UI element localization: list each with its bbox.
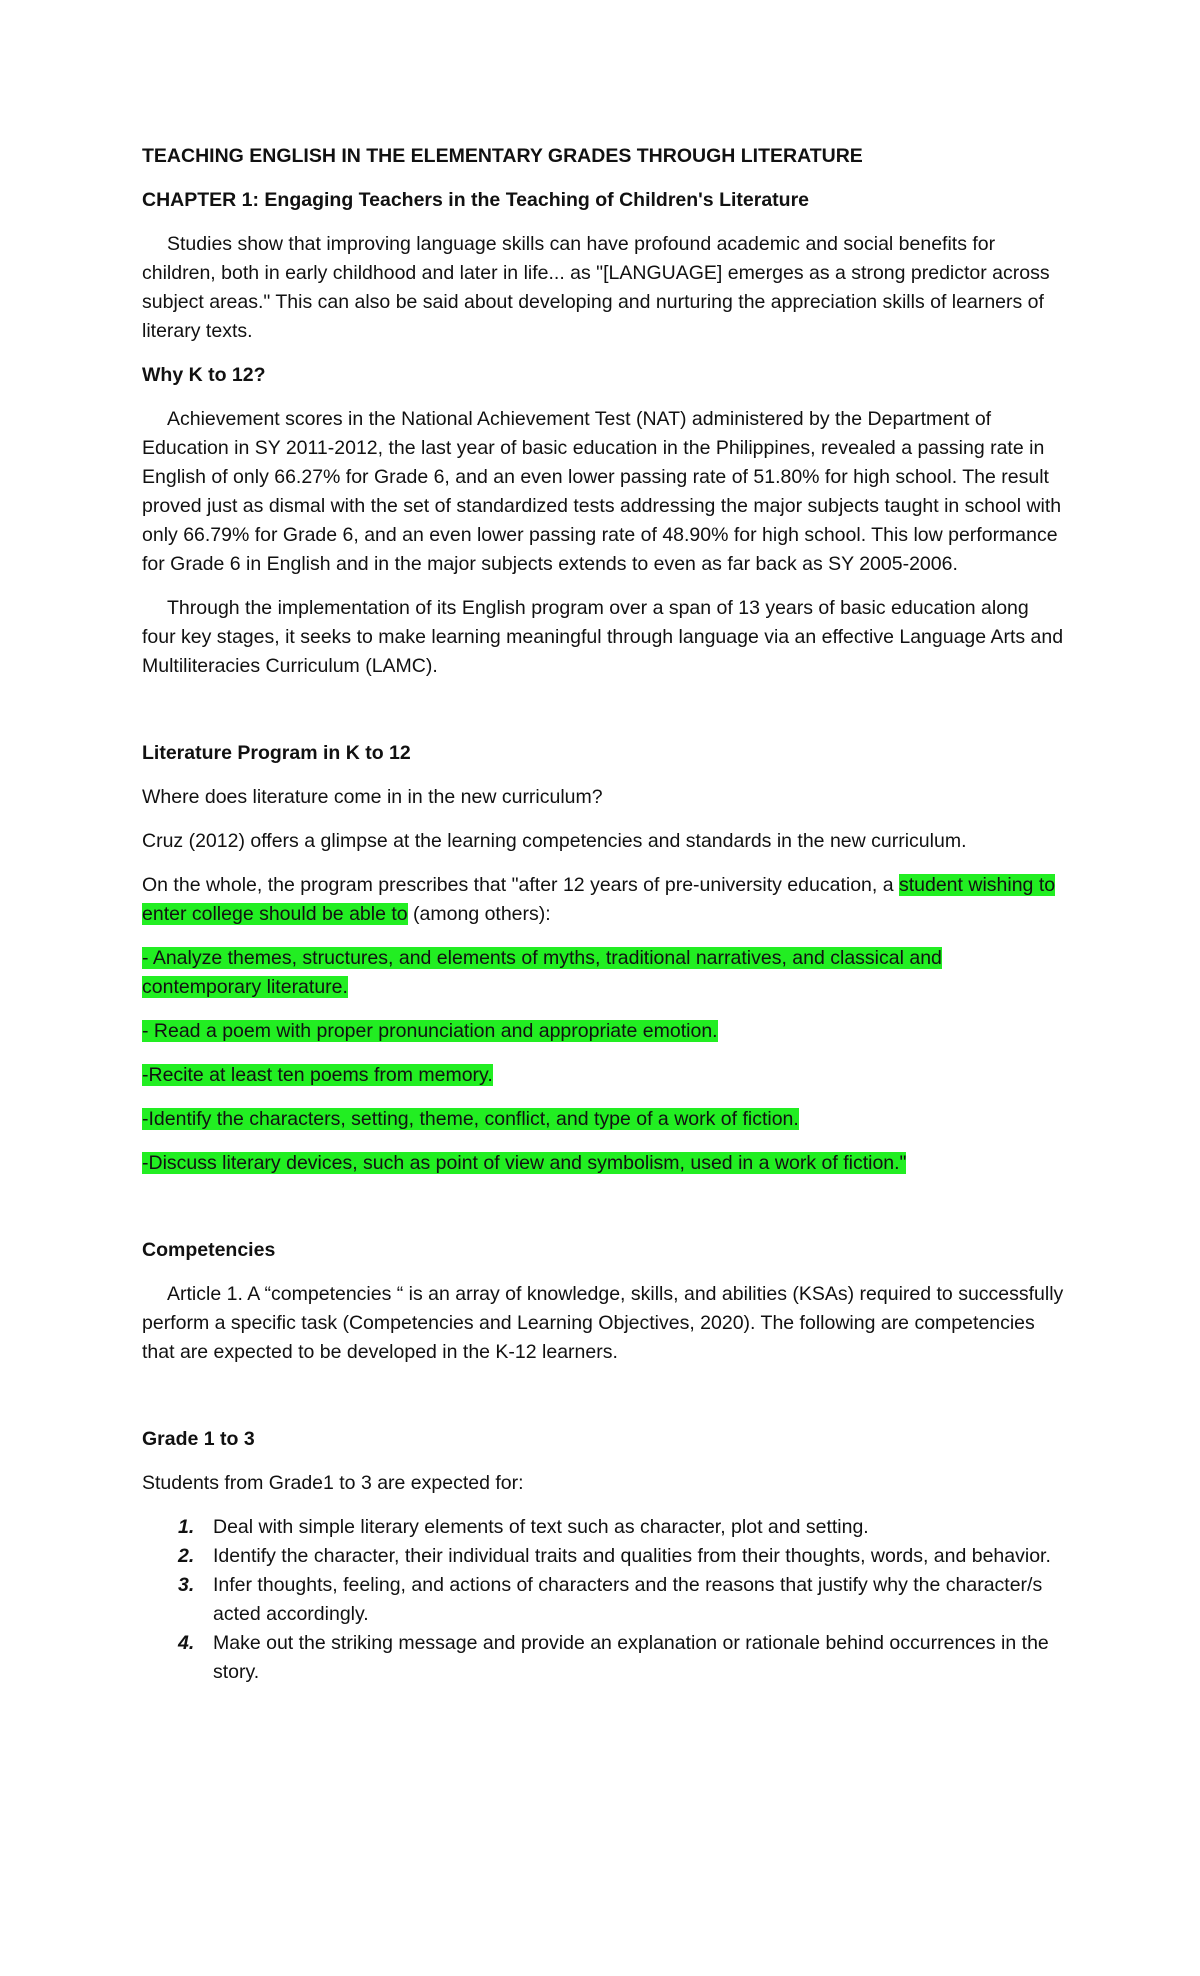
- highlighted-list-item: [142, 944, 1066, 1002]
- competency-list: [142, 1513, 1066, 1687]
- nat-scores-paragraph: Achievement scores in the National Achievement Test (NAT) administered by the Department of Education in SY 2011-2012, the last year of basic education in the Philippines, revealed a passing rate in English of only 66.27% for Grade 6, and an even lower passing rate of 51.80% for high school. The result proved just as dismal with the set of standardized tests addressing the major subjects taught in school with only 66.79% for Grade 6, and an even lower passing rate of 48.90% for high school. This low performance for Grade 6 in English and in the major subjects extends to even as far back as SY 2005-2006.: [142, 408, 1062, 575]
- highlighted-text: -Discuss literary devices, such as point of view and symbolism, used in a work of fiction.": [142, 1152, 907, 1174]
- list-item-text: Make out the striking message and provide an explanation or rationale behind occurrences in the story.: [213, 1632, 1049, 1683]
- highlighted-text: - Read a poem with proper pronunciation and appropriate emotion.: [142, 1020, 718, 1042]
- list-item: [142, 1513, 1066, 1542]
- grade-1-to-3-heading: Grade 1 to 3: [142, 1428, 255, 1450]
- program-prescribes-paragraph: [142, 871, 1066, 929]
- document-title: TEACHING ENGLISH IN THE ELEMENTARY GRADES THROUGH LITERATURE: [142, 145, 863, 167]
- list-item-text: Identify the character, their individual traits and qualities from their thoughts, words, and behavior.: [213, 1545, 1051, 1567]
- list-item: [142, 1629, 1066, 1687]
- highlighted-list-item: [142, 1061, 1066, 1090]
- highlighted-text: - Analyze themes, structures, and elements of myths, traditional narratives, and classical and contemporary literature.: [142, 947, 942, 998]
- prescribes-text-start: On the whole, the program prescribes that "after 12 years of pre-university education, a: [142, 874, 899, 896]
- why-k12-heading: Why K to 12?: [142, 364, 266, 386]
- english-program-paragraph: Through the implementation of its English program over a span of 13 years of basic education along four key stages, it seeks to make learning meaningful through language via an effective Language Arts and Multiliteracies Curriculum (LAMC).: [142, 597, 1064, 677]
- highlighted-list-item: [142, 1105, 1066, 1134]
- grade-intro: Students from Grade1 to 3 are expected for:: [142, 1472, 524, 1494]
- highlighted-list-item: [142, 1017, 1066, 1046]
- list-number: 3.: [178, 1574, 195, 1596]
- chapter-heading: CHAPTER 1: Engaging Teachers in the Teaching of Children's Literature: [142, 189, 810, 211]
- document-page: [142, 142, 1066, 1687]
- prescribes-text-end: (among others):: [407, 903, 551, 925]
- literature-program-heading: Literature Program in K to 12: [142, 742, 411, 764]
- list-item-text: Infer thoughts, feeling, and actions of characters and the reasons that justify why the character/s acted accordingly.: [213, 1574, 1043, 1625]
- list-item: [142, 1571, 1066, 1629]
- literature-question: Where does literature come in in the new curriculum?: [142, 786, 603, 808]
- highlighted-text: -Recite at least ten poems from memory.: [142, 1064, 493, 1086]
- intro-paragraph: Studies show that improving language skills can have profound academic and social benefits for children, both in early childhood and later in life... as "[LANGUAGE] emerges as a strong predictor across subject areas." This can also be said about developing and nurturing the appreciation skills of learners of literary texts.: [142, 233, 1050, 342]
- highlighted-phrase: student wishing to enter college should be able to: [142, 874, 1056, 925]
- list-number: 1.: [178, 1516, 195, 1538]
- competencies-paragraph: Article 1. A “competencies “ is an array of knowledge, skills, and abilities (KSAs) required to successfully perform a specific task (Competencies and Learning Objectives, 2020). The following are competencies that are expected to be developed in the K-12 learners.: [142, 1283, 1064, 1363]
- list-item-text: Deal with simple literary elements of text such as character, plot and setting.: [213, 1516, 869, 1538]
- list-item: [142, 1542, 1066, 1571]
- highlighted-text: -Identify the characters, setting, theme, conflict, and type of a work of fiction.: [142, 1108, 799, 1130]
- competencies-heading: Competencies: [142, 1239, 276, 1261]
- highlighted-list-item: [142, 1149, 1066, 1178]
- cruz-paragraph: Cruz (2012) offers a glimpse at the learning competencies and standards in the new curriculum.: [142, 830, 967, 852]
- list-number: 2.: [178, 1545, 195, 1567]
- list-number: 4.: [178, 1632, 195, 1654]
